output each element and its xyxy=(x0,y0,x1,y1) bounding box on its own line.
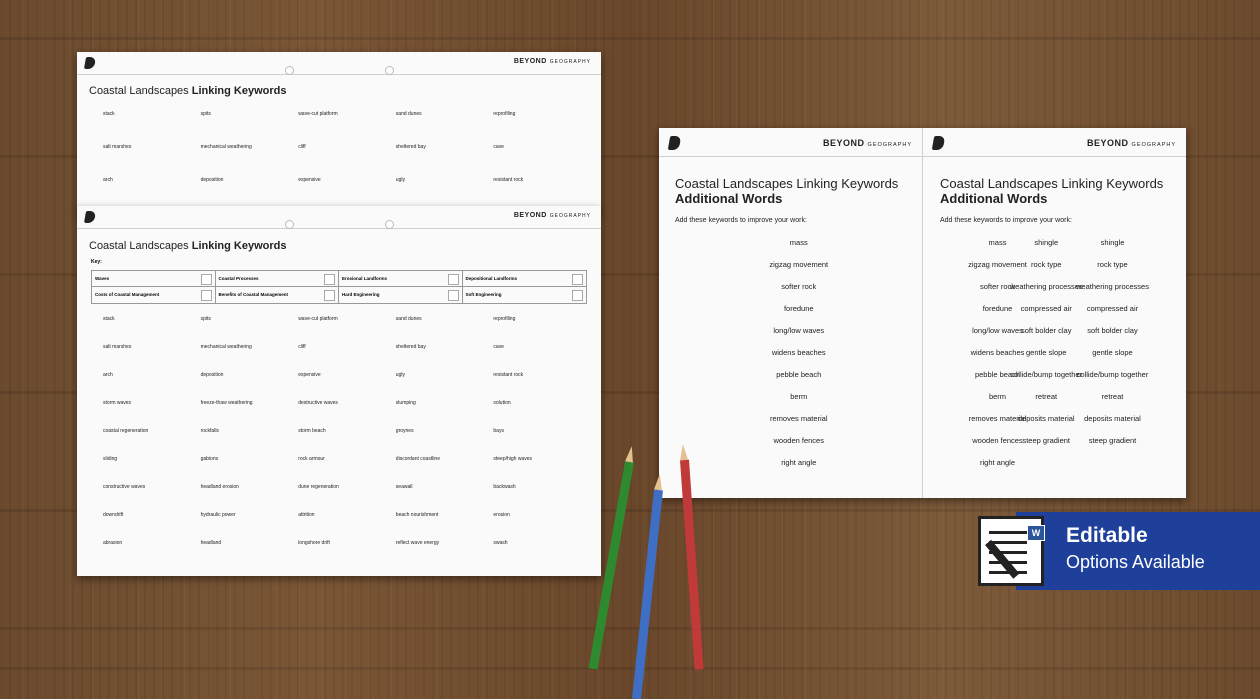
beyond-logo-icon xyxy=(932,136,945,150)
additional-word: shingle xyxy=(1034,238,1059,247)
additional-word: gentle slope xyxy=(1092,348,1133,357)
keyword-item: discordant coastline xyxy=(395,456,440,462)
keyword-item: coastal regeneration xyxy=(103,428,149,434)
keyword-item: ugly xyxy=(395,372,405,378)
keyword-item: stack xyxy=(103,316,115,322)
brand-name: BEYOND GEOGRAPHY xyxy=(823,138,912,148)
additional-word: rock type xyxy=(1031,260,1062,269)
brand-name: BEYOND GEOGRAPHY xyxy=(513,212,591,219)
keyword-item: spits xyxy=(200,316,211,322)
keyword-item: ugly xyxy=(395,177,405,183)
keyword-item: sand dunes xyxy=(395,111,422,117)
additional-word: retreat xyxy=(1035,392,1058,401)
key-item-label: Costs of Coastal Management xyxy=(95,292,160,297)
keyword-item: hydraulic power xyxy=(200,512,236,518)
keyword-item: salt marshes xyxy=(103,344,132,350)
keyword-item: attrition xyxy=(298,512,315,518)
additional-word: pebble beach xyxy=(974,370,1021,379)
additional-word: steep gradient xyxy=(1022,436,1071,445)
additional-word: long/low waves xyxy=(773,326,825,335)
keyword-item: reprofiling xyxy=(493,111,516,117)
punch-hole xyxy=(385,220,394,229)
additional-word: mass xyxy=(988,238,1007,247)
additional-word: retreat xyxy=(1101,392,1124,401)
keyword-item: spits xyxy=(200,111,211,117)
keyword-item: sheltered bay xyxy=(395,144,426,150)
keyword-item: resistant rock xyxy=(493,372,524,378)
keyword-grid xyxy=(103,316,591,546)
keyword-item: storm waves xyxy=(103,400,132,406)
keyword-item: solution xyxy=(493,400,511,406)
additional-word: shingle xyxy=(1100,238,1125,247)
sheet-header xyxy=(77,206,601,229)
keyword-item: reprofiling xyxy=(493,316,516,322)
additional-word: wooden fences xyxy=(972,436,1023,445)
additional-word: removes material xyxy=(769,414,828,423)
key-item xyxy=(216,287,340,303)
additional-word: rock type xyxy=(1097,260,1128,269)
keyword-item: gabions xyxy=(200,456,219,462)
punch-hole xyxy=(285,66,294,75)
additional-word: compressed air xyxy=(1086,304,1139,313)
keyword-item: resistant rock xyxy=(493,177,524,183)
additional-word: foredune xyxy=(982,304,1013,313)
additional-word: long/low waves xyxy=(972,326,1023,335)
keyword-item: deposition xyxy=(200,177,224,183)
key-item xyxy=(92,271,216,287)
sheet-title: Coastal Landscapes Linking Keywords xyxy=(89,85,287,97)
key-checkbox[interactable] xyxy=(324,274,335,285)
keyword-item: bays xyxy=(493,428,504,434)
additional-word: soft bolder clay xyxy=(1087,326,1138,335)
key-checkbox[interactable] xyxy=(572,290,583,301)
additional-word: mass xyxy=(789,238,808,247)
additional-word: collide/bump together xyxy=(1010,370,1083,379)
additional-word: foredune xyxy=(783,304,814,313)
keyword-item: sand dunes xyxy=(395,316,422,322)
keyword-item: dune regeneration xyxy=(298,484,339,490)
card-intro-left: Add these keywords to improve your work: xyxy=(675,217,807,224)
punch-hole xyxy=(285,220,294,229)
key-checkbox[interactable] xyxy=(448,290,459,301)
keyword-item: mechanical weathering xyxy=(200,144,252,150)
additional-word xyxy=(1055,458,1170,480)
keyword-item: deposition xyxy=(200,372,224,378)
key-item-label: Coastal Processes xyxy=(218,276,259,281)
keyword-item: headland erosion xyxy=(200,484,239,490)
keyword-item: steep/high waves xyxy=(493,456,533,462)
keyword-item: arch xyxy=(103,372,113,378)
key-checkbox[interactable] xyxy=(201,274,212,285)
key-item xyxy=(216,271,340,287)
keyword-item: rock armour xyxy=(298,456,325,462)
keyword-item: swash xyxy=(493,540,508,546)
card-title-left: Coastal Landscapes Linking Keywords Additional Words xyxy=(675,176,899,206)
keyword-item: cave xyxy=(493,144,504,150)
keyword-item: stack xyxy=(103,111,115,117)
additional-word: zigzag movement xyxy=(968,260,1027,269)
keyword-item: abrasion xyxy=(103,540,123,546)
key-checkbox[interactable] xyxy=(324,290,335,301)
punch-hole xyxy=(385,66,394,75)
additional-word: right angle xyxy=(979,458,1016,467)
additional-word: widens beaches xyxy=(771,348,826,357)
keyword-item: slumping xyxy=(395,400,416,406)
card-title-right: Coastal Landscapes Linking Keywords Additional Words xyxy=(940,176,1164,206)
keyword-item: constructive waves xyxy=(103,484,146,490)
keyword-item: expensive xyxy=(298,177,321,183)
keyword-item: expensive xyxy=(298,372,321,378)
card-fold-line xyxy=(922,128,923,498)
additional-word: collide/bump together xyxy=(1076,370,1149,379)
additional-word: gentle slope xyxy=(1026,348,1067,357)
beyond-logo-icon xyxy=(84,57,96,69)
additional-word: weathering processes xyxy=(1076,282,1149,291)
key-item xyxy=(463,287,587,303)
key-checkbox[interactable] xyxy=(201,290,212,301)
worksheet-main xyxy=(77,206,601,576)
blue-pencil-icon xyxy=(632,490,663,699)
keyword-item: cliff xyxy=(298,144,306,150)
keyword-item: groynes xyxy=(395,428,414,434)
keyword-item: arch xyxy=(103,177,113,183)
keyword-item: destructive waves xyxy=(298,400,338,406)
keyword-item: salt marshes xyxy=(103,144,132,150)
additional-word: steep gradient xyxy=(1088,436,1137,445)
keyword-item: seawall xyxy=(395,484,413,490)
key-table xyxy=(91,270,587,304)
additional-word: soft bolder clay xyxy=(1021,326,1072,335)
additional-word: wooden fences xyxy=(773,436,824,445)
worksheet-top xyxy=(77,52,601,212)
brand-name: BEYOND GEOGRAPHY xyxy=(1087,138,1176,148)
additional-word: weathering processes xyxy=(1009,282,1083,291)
keyword-item: rockfalls xyxy=(200,428,219,434)
key-checkbox[interactable] xyxy=(572,274,583,285)
beyond-logo-icon xyxy=(668,136,681,150)
key-item xyxy=(92,287,216,303)
key-item-label: Hard Engineering xyxy=(342,292,380,297)
badge-subtitle: Options Available xyxy=(1066,552,1205,572)
keyword-grid xyxy=(103,111,591,183)
additional-word: deposits material xyxy=(1017,414,1075,423)
keyword-item: freeze-thaw weathering xyxy=(200,400,253,406)
keyword-item: wave-cut platform xyxy=(298,111,338,117)
keyword-item: erosion xyxy=(493,512,510,518)
beyond-logo-icon xyxy=(84,211,96,223)
brand-name: BEYOND GEOGRAPHY xyxy=(513,58,591,65)
additional-word: zigzag movement xyxy=(769,260,829,269)
key-checkbox[interactable] xyxy=(448,274,459,285)
badge-title: Editable xyxy=(1066,524,1148,547)
keyword-item: mechanical weathering xyxy=(200,344,252,350)
key-item xyxy=(339,271,463,287)
word-logo-icon: W xyxy=(1027,525,1045,541)
key-item xyxy=(463,271,587,287)
key-item xyxy=(339,287,463,303)
keyword-item: sliding xyxy=(103,456,118,462)
additional-word: compressed air xyxy=(1020,304,1072,313)
keyword-item: storm beach xyxy=(298,428,326,434)
keyword-item: beach nourishment xyxy=(395,512,439,518)
keyword-item: downdrift xyxy=(103,512,124,518)
card-intro-right: Add these keywords to improve your work: xyxy=(940,217,1072,224)
keyword-item: cave xyxy=(493,344,504,350)
keyword-item: wave-cut platform xyxy=(298,316,338,322)
additional-word: widens beaches xyxy=(970,348,1025,357)
keyword-item: longshore drift xyxy=(298,540,330,546)
key-item-label: Waves xyxy=(95,276,110,281)
additional-word: deposits material xyxy=(1084,414,1141,423)
key-item-label: Benefits of Coastal Management xyxy=(218,292,289,297)
sheet-title: Coastal Landscapes Linking Keywords xyxy=(89,240,287,252)
key-item-label: Depositional Landforms xyxy=(465,276,518,281)
additional-word: right angle xyxy=(781,458,817,467)
additional-word: pebble beach xyxy=(776,370,822,379)
key-label: Key: xyxy=(91,259,102,265)
additional-word: softer rock xyxy=(979,282,1015,291)
keyword-item: backwash xyxy=(493,484,516,490)
keyword-item: headland xyxy=(200,540,222,546)
additional-word: berm xyxy=(988,392,1007,401)
key-item-label: Soft Engineering xyxy=(465,292,502,297)
additional-word: removes material xyxy=(968,414,1027,423)
keyword-item: sheltered bay xyxy=(395,344,426,350)
sheet-header xyxy=(77,52,601,75)
additional-word: berm xyxy=(790,392,808,401)
word-list-right xyxy=(940,238,1170,480)
word-document-icon xyxy=(978,516,1044,586)
additional-word: softer rock xyxy=(781,282,817,291)
key-item-label: Erosional Landforms xyxy=(342,276,388,281)
keyword-item: reflect wave energy xyxy=(395,540,440,546)
keyword-item: cliff xyxy=(298,344,306,350)
